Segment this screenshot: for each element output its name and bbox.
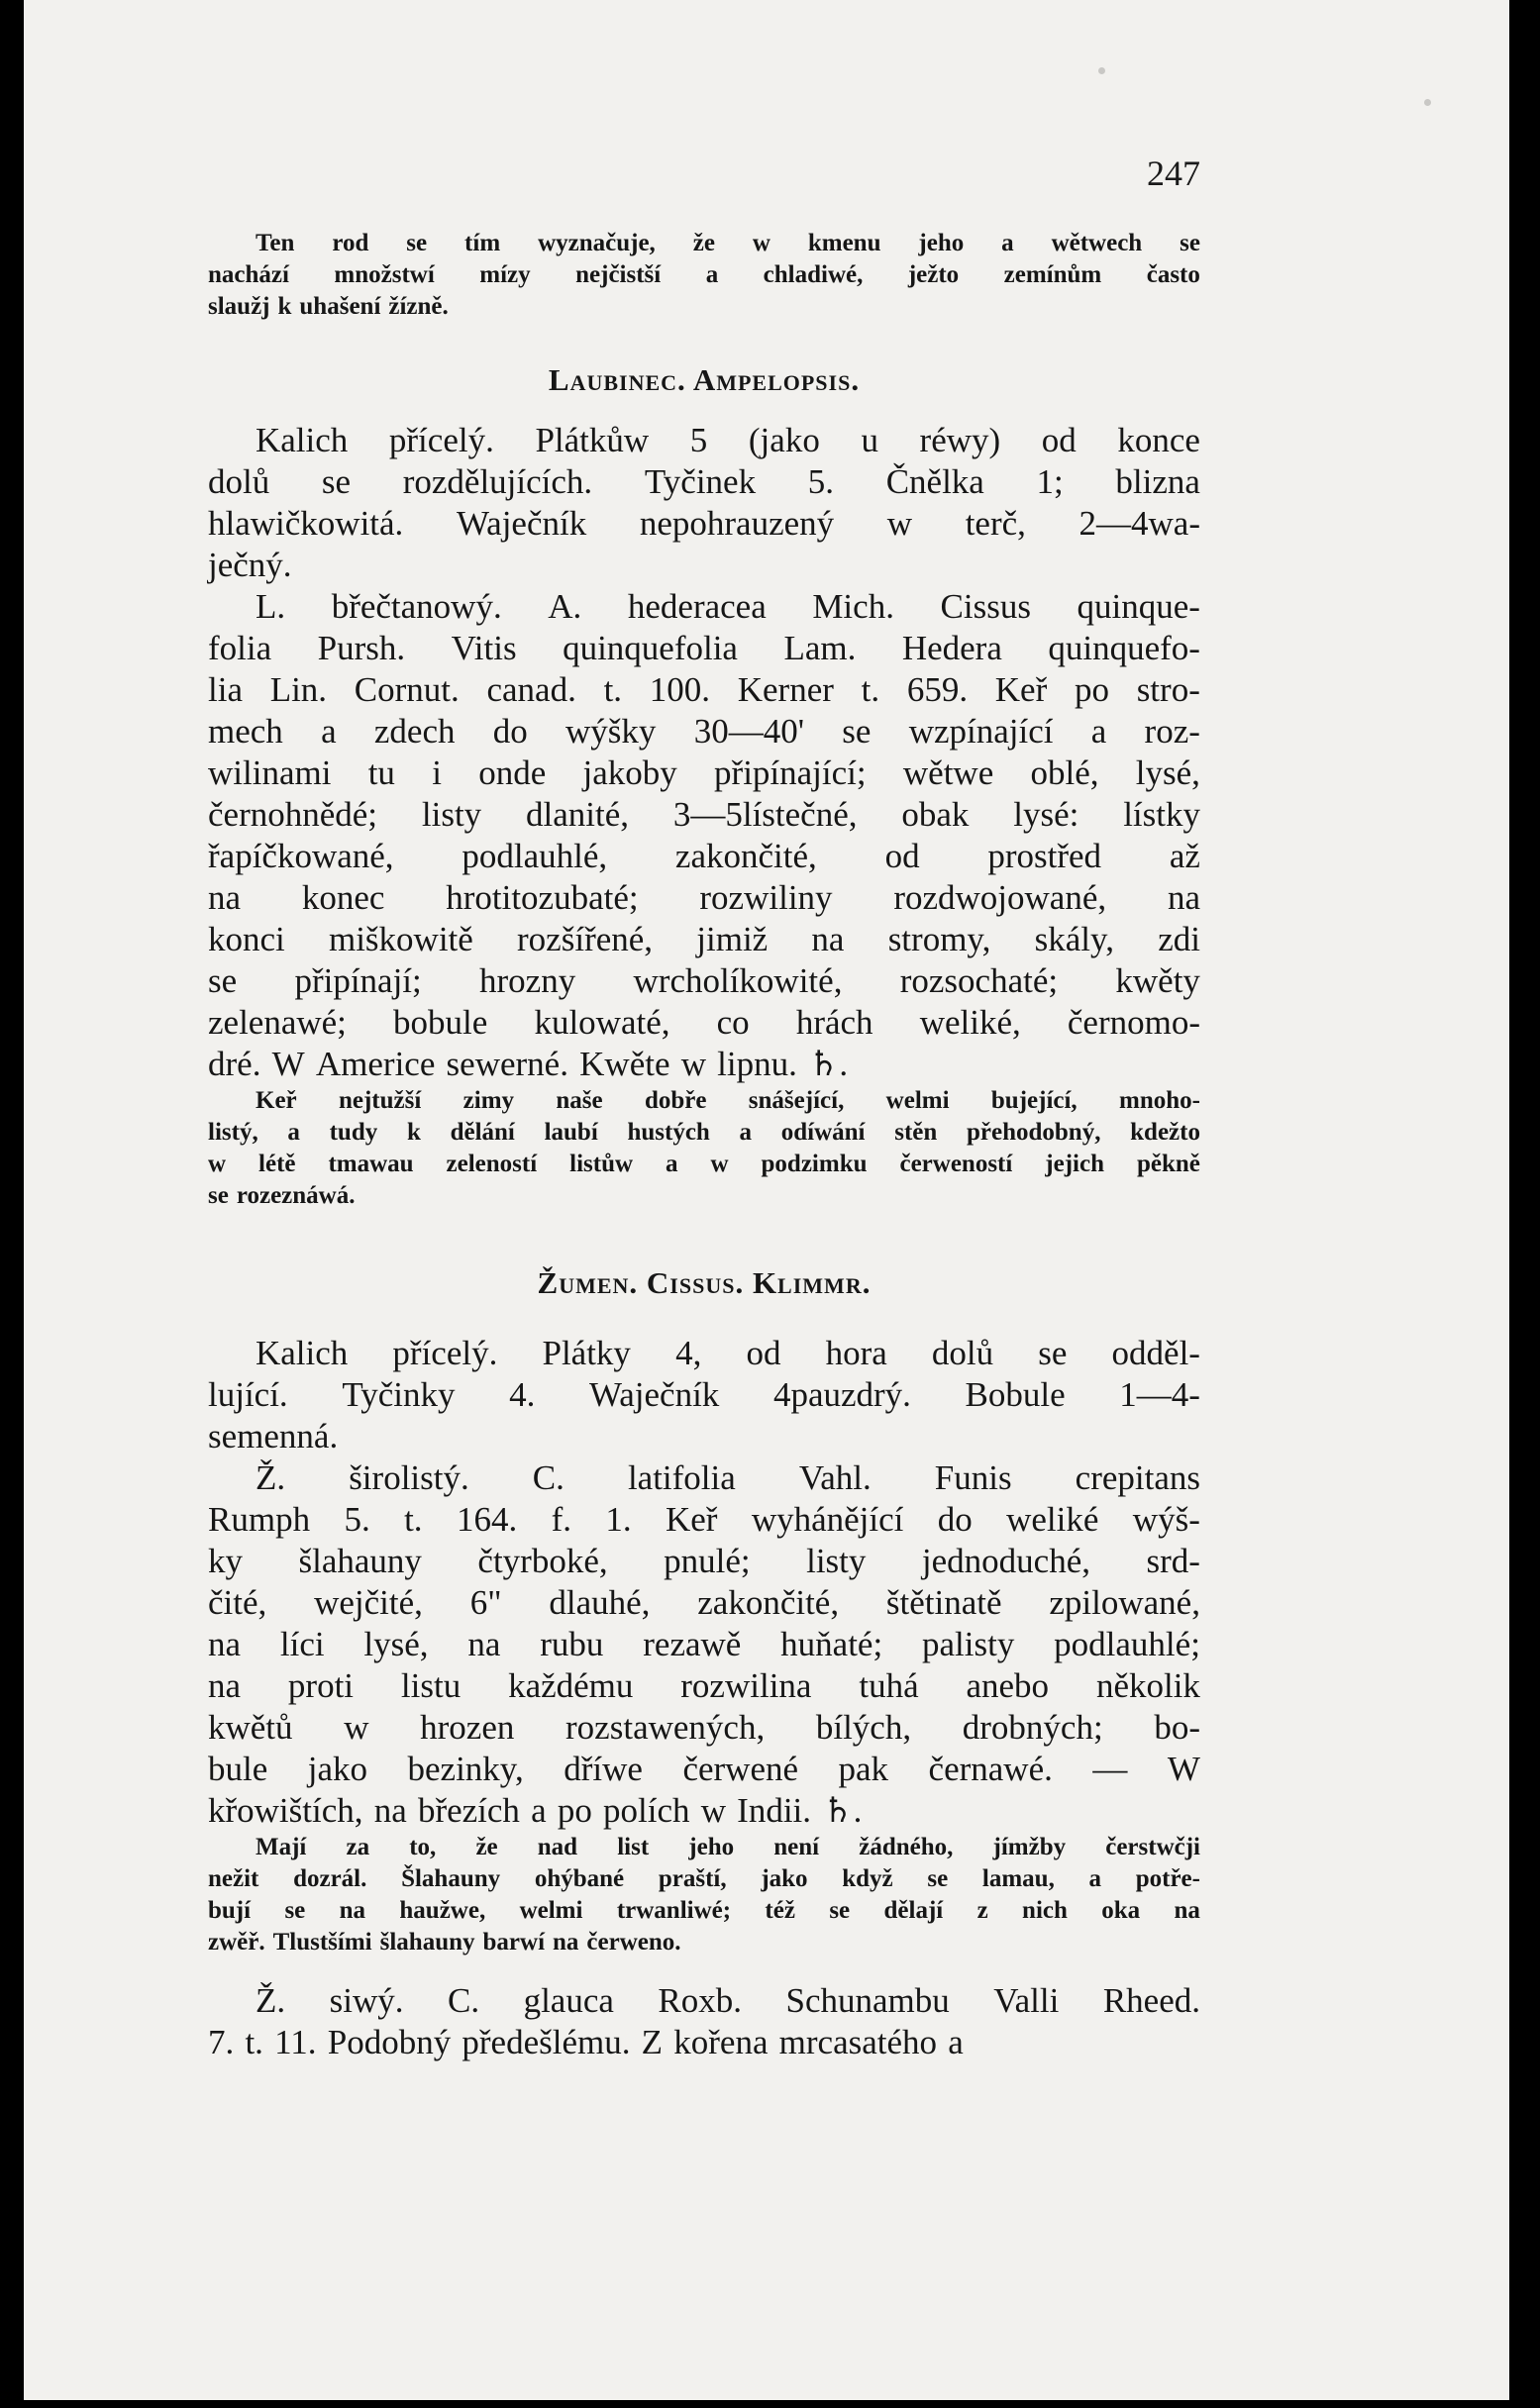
text-line: kwětů w hrozen rozstawených, bílých, drobných; bo-: [208, 1708, 1200, 1747]
spacer: [208, 1958, 1200, 1980]
text-line: Rumph 5. t. 164. f. 1. Keř wyhánějící do weliké wýš-: [208, 1500, 1200, 1539]
body-paragraph: [208, 1333, 1200, 1457]
text-line: zwěř. Tlustšími šlahauny barwí na čerweno.: [208, 1929, 681, 1956]
text-line: řapíčkowané, podlauhlé, zakončité, od prostřed až: [208, 837, 1200, 875]
note-paragraph: [208, 1085, 1200, 1212]
text-line: L. břečtanowý. A. hederacea Mich. Cissus quinque-: [256, 587, 1200, 626]
body-paragraph: [208, 420, 1200, 586]
speck: [1424, 99, 1431, 106]
body-paragraph: [208, 1457, 1200, 1832]
text-line: zelenawé; bobule kulowaté, co hrách weliké, černomo-: [208, 1003, 1200, 1042]
text-line: Kalich přícelý. Plátky 4, od hora dolů se odděl-: [256, 1334, 1200, 1372]
text-line: na líci lysé, na rubu rezawě huňaté; palisty podlauhlé;: [208, 1625, 1200, 1663]
spacer: [208, 1212, 1200, 1255]
text-line: na konec hrotitozubaté; rozwiliny rozdwojowané, na: [208, 878, 1200, 917]
note-paragraph: [208, 228, 1200, 323]
text-line: wilinami tu i onde jakoby připínající; wětwe oblé, lysé,: [208, 753, 1200, 792]
text-line: hlawičkowitá. Waječník nepohrauzený w terč, 2—4wa-: [208, 504, 1200, 543]
spacer: [208, 1311, 1200, 1333]
text-line: Mají za to, že nad list jeho není žádného, jímžby čerstwčji: [256, 1834, 1200, 1860]
body-paragraph: [208, 1980, 1200, 2063]
body-paragraph: [208, 586, 1200, 1085]
speck: [1098, 67, 1105, 74]
text-line: 7. t. 11. Podobný předešlému. Z kořena mrcasatého a: [208, 2023, 964, 2061]
text-line: Ž. siwý. C. glauca Roxb. Schunambu Valli Rheed.: [256, 1981, 1200, 2020]
text-line: křowištích, na březích a po polích w Indii. ♄.: [208, 1791, 863, 1830]
text-line: konci miškowitě rozšířené, jimiž na stromy, skály, zdi: [208, 920, 1200, 958]
text-line: bule jako bezinky, dříwe čerwené pak černawé. — W: [208, 1750, 1200, 1788]
text-line: bují se na haužwe, welmi trwanliwé; též se dělají z nich oka na: [208, 1897, 1200, 1924]
text-line: w létě tmawau zeleností listůw a w podzimku čerweností jejich pěkně: [208, 1151, 1200, 1177]
text-line: lia Lin. Cornut. canad. t. 100. Kerner t. 659. Keř po stro-: [208, 670, 1200, 709]
text-line: Ž. širolistý. C. latifolia Vahl. Funis crepitans: [256, 1458, 1200, 1497]
text-line: Keř nejtužší zimy naše dobře snášející, welmi bujející, mnoho-: [256, 1087, 1200, 1114]
book-page: [24, 0, 1509, 2400]
spacer: [208, 323, 1200, 352]
text-line: ječný.: [208, 546, 292, 584]
text-line: dré. W Americe sewerné. Kwěte w lipnu. ♄.: [208, 1045, 849, 1083]
text-line: lující. Tyčinky 4. Waječník 4pauzdrý. Bobule 1—4-: [208, 1375, 1200, 1414]
text-line: mech a zdech do wýšky 30—40' se wzpínající a roz-: [208, 712, 1200, 751]
text-line: slaužj k uhašení žízně.: [208, 293, 449, 320]
text-line: černohnědé; listy dlanité, 3—5lístečné, obak lysé: lístky: [208, 795, 1200, 834]
text-line: dolů se rozdělujících. Tyčinek 5. Čnělka 1; blizna: [208, 462, 1200, 501]
text-line: se připínají; hrozny wrcholíkowité, rozsochaté; kwěty: [208, 961, 1200, 1000]
text-line: semenná.: [208, 1417, 339, 1455]
page-text: [208, 228, 1200, 2063]
text-line: ky šlahauny čtyrboké, pnulé; listy jednoduché, srd-: [208, 1542, 1200, 1580]
page-number: 247: [1147, 153, 1200, 193]
text-line: listý, a tudy k dělání laubí hustých a odíwání stěn přehodobný, kdežto: [208, 1119, 1200, 1146]
text-line: na proti listu každému rozwilina tuhá anebo několik: [208, 1666, 1200, 1705]
genus-heading: Žumen. Cissus. Klimmr.: [537, 1265, 872, 1300]
text-line: se rozeznáwá.: [208, 1182, 356, 1209]
genus-heading: Laubinec. Ampelopsis.: [548, 362, 861, 397]
text-line: nachází množstwí mízy nejčistší a chladiwé, ježto zemínům často: [208, 261, 1200, 288]
text-line: Ten rod se tím wyznačuje, že w kmenu jeho a wětwech se: [256, 230, 1200, 256]
text-line: folia Pursh. Vitis quinquefolia Lam. Hedera quinquefo-: [208, 629, 1200, 667]
text-line: nežit dozrál. Šlahauny ohýbané praští, jako když se lamau, a potře-: [208, 1865, 1200, 1892]
note-paragraph: [208, 1832, 1200, 1958]
text-line: čité, wejčité, 6" dlauhé, zakončité, štětinatě zpilowané,: [208, 1583, 1200, 1622]
text-line: Kalich přícelý. Plátkůw 5 (jako u réwy) od konce: [256, 421, 1200, 459]
spacer: [208, 408, 1200, 420]
